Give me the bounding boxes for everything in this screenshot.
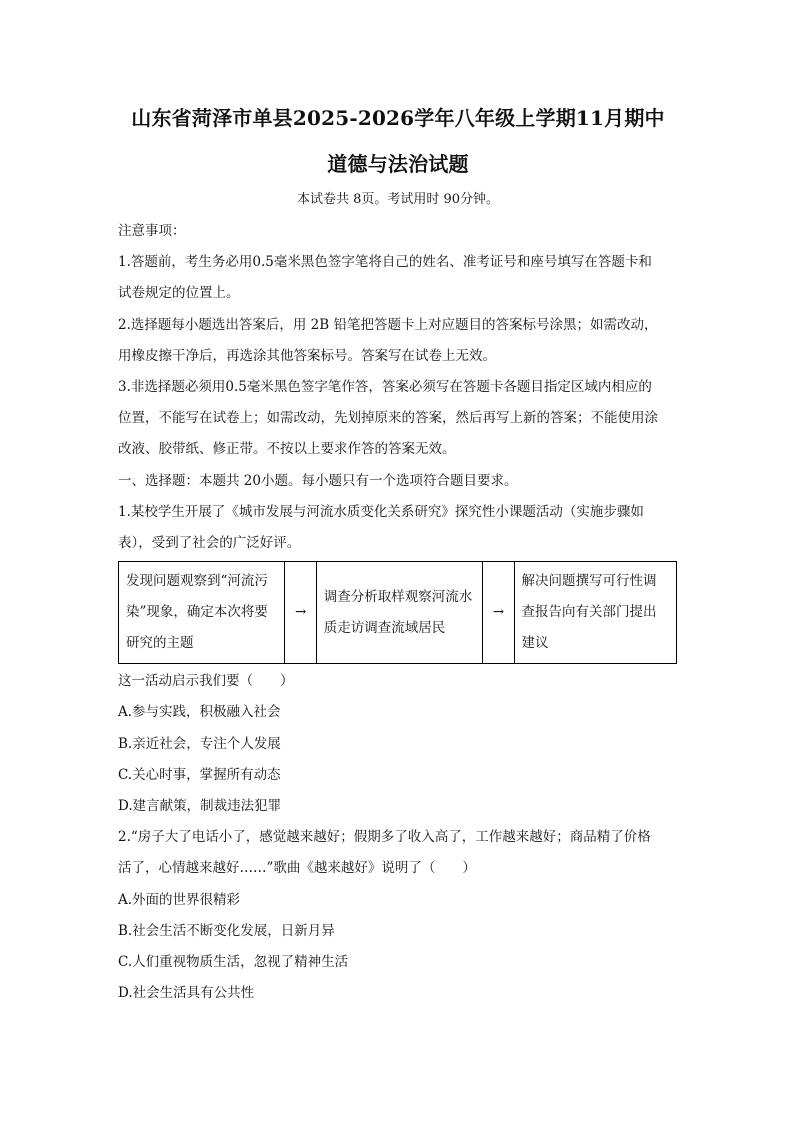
table-cell-step-1: 发现问题观察到“河流污染”现象，确定本次将要研究的主题 [119,562,285,664]
exam-page [118,98,678,1009]
exam-title-line1: 山东省菏泽市单县2025-2026学年八年级上学期11月期中 [131,106,665,130]
notice-item-3-cont2: 改液、胶带纸、修正带。不按以上要求作答的答案无效。 [118,441,456,458]
arrow-icon: → [483,562,514,664]
notice-item-1-cont: 试卷规定的位置上。 [118,285,240,302]
q2-stem-cont: 活了，心情越来越好……”歌曲《越来越好》说明了（ ） [118,860,476,877]
q2-option-c: C.人们重视物质生活，忽视了精神生活 [118,954,349,971]
q2-option-a: A.外面的世界很精彩 [118,891,241,908]
q1-question: 这一活动启示我们要（ ） [118,673,294,690]
notice-item-1: 1.答题前，考生务必用0.5毫米黑色签字笔将自己的姓名、准考证号和座号填写在答题卡和 [118,254,652,271]
notice-item-3: 3.非选择题必须用0.5毫米黑色签字笔作答，答案必须写在答题卡各题目指定区域内相应的 [118,379,652,396]
exam-title-line2: 道德与法治试题 [327,152,469,176]
table-cell-step-3: 解决问题撰写可行性调查报告向有关部门提出建议 [514,562,677,664]
q1-option-c: C.关心时事，掌握所有动态 [118,766,281,783]
table-cell-step-2: 调查分析取样观察河流水质走访调查流域居民 [316,562,482,664]
notice-item-2-cont: 用橡皮擦干净后，再选涂其他答案标号。答案写在试卷上无效。 [118,347,496,364]
q1-option-b: B.亲近社会，专注个人发展 [118,735,281,752]
exam-subtitle: 本试卷共 8页。考试用时 90分钟。 [296,192,500,207]
notice-heading: 注意事项： [118,223,186,239]
q1-option-d: D.建言献策，制裁违法犯罪 [118,798,282,815]
q2-option-d: D.社会生活具有公共性 [118,985,255,1002]
q1-steps-table [118,561,677,664]
q2-stem: 2.“房子大了电话小了，感觉越来越好；假期多了收入高了，工作越来越好；商品精了价格 [118,829,651,846]
q2-option-b: B.社会生活不断变化发展，日新月异 [118,922,335,939]
arrow-icon: → [285,562,316,664]
q1-stem: 1.某校学生开展了《城市发展与河流水质变化关系研究》探究性小课题活动（实施步骤如 [118,503,644,520]
notice-item-3-cont: 位置，不能写在试卷上；如需改动，先划掉原来的答案，然后再写上新的答案；不能使用涂 [118,410,658,427]
q1-option-a: A.参与实践，积极融入社会 [118,704,281,721]
q1-stem-cont: 表），受到了社会的广泛好评。 [118,535,301,552]
section-heading: 一、选择题：本题共 20小题。每小题只有一个选项符合题目要求。 [118,472,518,489]
notice-item-2: 2.选择题每小题选出答案后，用 2B 铅笔把答题卡上对应题目的答案标号涂黑；如需改动， [118,316,658,333]
